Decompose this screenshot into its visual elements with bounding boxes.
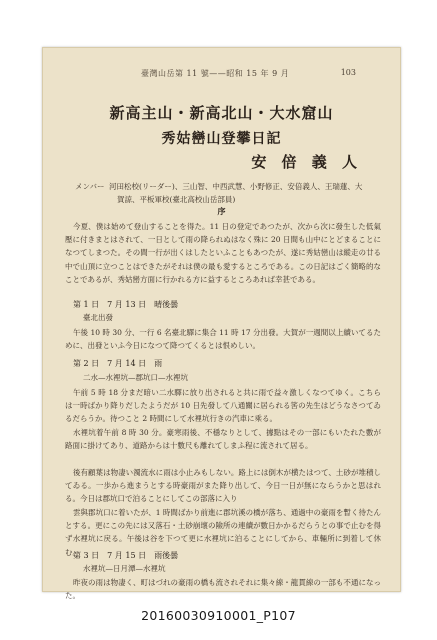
day3-heading: 第 3 日 7 月 15 日 雨後曇 [73,551,179,560]
day2-paragraph-4: 雲與郡坑口に着いたが、1 時間ばかり前進に郡坑溪の橋が落ち、通過中の豪雨を暫く待たんとする。更にこの先には又落石・土砂崩壞の險所の連續が數日かかるだらうとの事で止むを得ず水裡坑に戻る。午後は谷を下つて更に水裡坑に泊ることにしてから、車輛所に到着して休む。 [65,508,381,557]
member-label: メンバー [75,182,105,191]
journal-header: 臺灣山岳第 11 號——昭和 15 年 9 月 [141,69,290,78]
preface-heading: 序 [217,206,226,216]
day3-paragraph: 昨夜の雨は物凄く、町はづれの豪雨の橋も流されそれに集々線・龍貫線の一部も不通になった。 [65,578,381,601]
image-caption: 20160030910001_P107 [141,608,296,623]
page-header [43,68,400,80]
day2-paragraph-3: 後有顧葉は物凄い濁流水に雨は小止みもしない。路上には倒木が横たはつて、土砂が堆積してゐる。一歩から進まうとする時豪雨がまた降り出して、今日一日が無にならうかと思はれる。今日は郡坑口で泊ることにしてこの部落に入り [65,468,381,504]
member-list [75,180,375,206]
day2-paragraph-1: 午前 5 時 18 分まだ暗い二水驛に放り出されると共に雨で益々激しくなつてゆく。こちらは一時ばかり降りだしたようだが 10 日先發して八通關に居られる筈の先生はどうなさつてゐるだらうか。待つこと 2 時間にして水裡坑行きの汽車に乘る。 [65,388,381,424]
page-number: 103 [340,68,356,77]
member-line-1: 河田松校(リーダー)、三山智、中西武慧、小野修正、安倍義人、王瑞蓮、大 [109,182,363,191]
day1-heading: 第 1 日 7 月 13 日 晴後曇 [73,300,179,309]
article-title: 新高主山・新高北山・大水窟山 [109,104,334,122]
preface-paragraph: 今夏、僕は始めて登山することを得た。11 日の登定であつたが、次から次に發生した低氣壓に付きまとはされて、一日として雨の降られぬはなく殊に 20 日間も山中にとどまることになつてしまつた。その間一行が出くはしたといふこともあつたが、遂に秀姑巒山は縱走の廿る中で山頂に立つことはできたがそれは僕の最も愛するところである。この日記はごく簡略的なことであるが、秀姑巒方面に行かれる方に益するところあれば幸甚である。 [65,222,381,284]
day1-paragraph: 午後 10 時 30 分、一行 6 名臺北驛に集合 11 時 17 分出發。大賀が一週間以上續いてるために、出發といふ今日になつて降つてくるとは恨めしい。 [65,328,381,351]
day2-route: 二水—水裡坑—郡坑口—水裡坑 [83,373,188,382]
day2-heading: 第 2 日 7 月 14 日 雨 [73,359,163,368]
member-line-2: 賀諒、平板軍校(臺北高校山岳部員) [117,195,236,204]
day3-route: 水裡坑—日月潭—水裡坑 [83,564,166,573]
article-subtitle: 秀姑巒山登攀日記 [161,131,282,147]
author-name: 安 倍 義 人 [251,153,362,171]
document-page [42,47,401,601]
day2-paragraph-2: 水裡坑着午前 8 時 30 分。豪寒雨後、不穩なりとして、據點はその一部にもいたれた數が路面に掛けてあり、道路からは十數尺も離れてしまふ程に流されて居る。 [65,428,381,451]
day1-route: 臺北出發 [83,313,113,322]
